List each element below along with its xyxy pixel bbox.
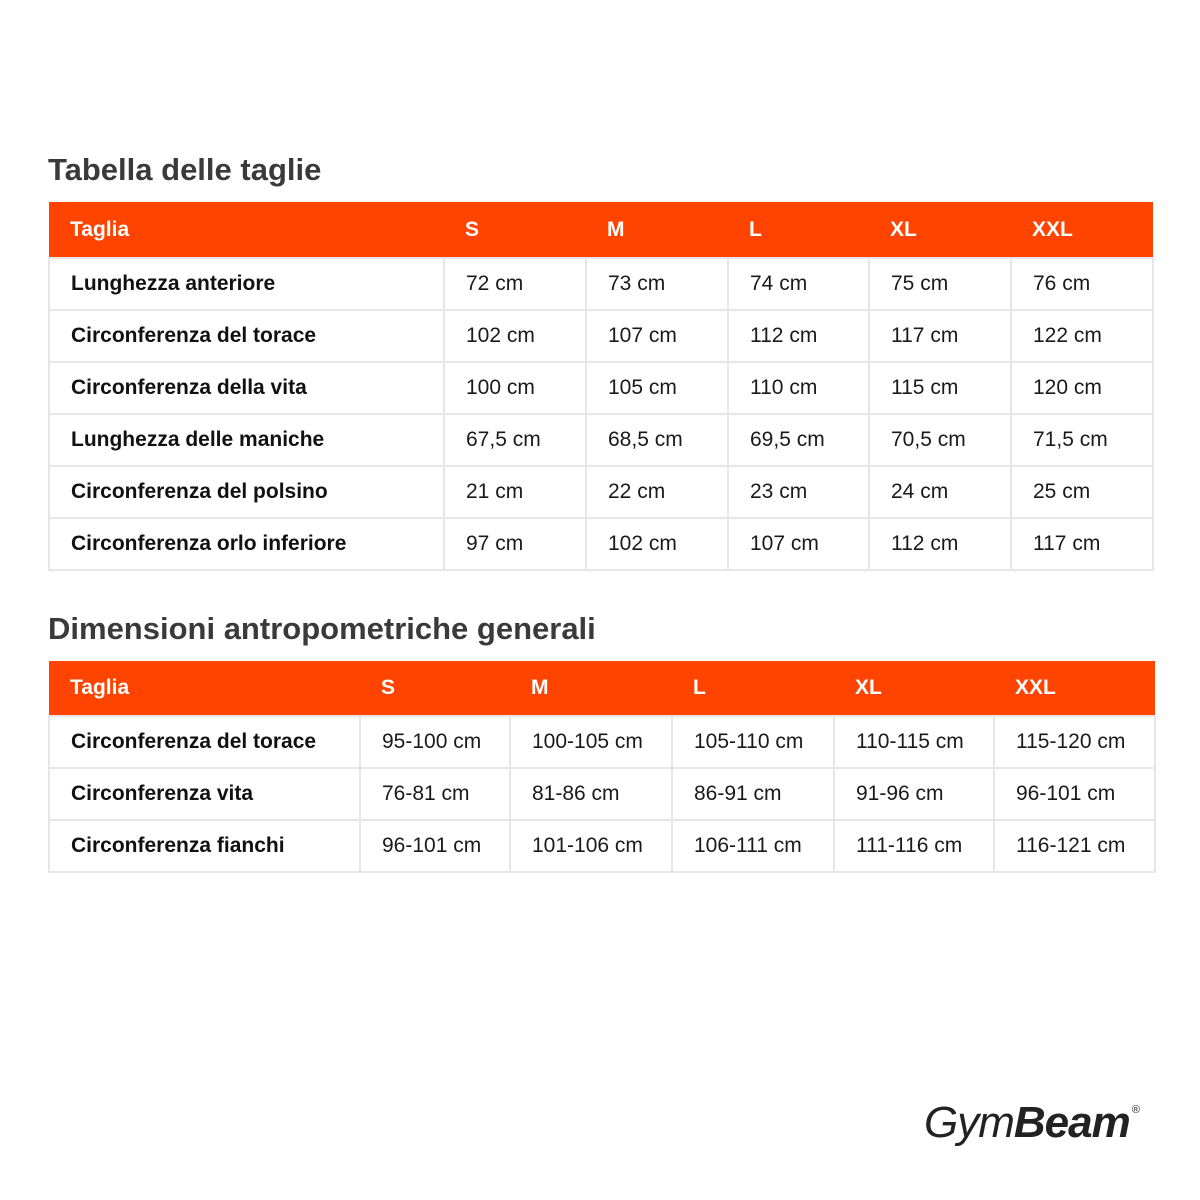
row-label: Circonferenza del polsino bbox=[49, 466, 444, 518]
table-row bbox=[49, 466, 1153, 518]
body-measurements-table bbox=[48, 661, 1156, 873]
table-cell: 97 cm bbox=[444, 518, 586, 570]
table-cell: 96-101 cm bbox=[994, 768, 1155, 820]
table-cell: 105-110 cm bbox=[672, 716, 834, 768]
table-cell: 117 cm bbox=[869, 310, 1011, 362]
table-cell: 105 cm bbox=[586, 362, 728, 414]
row-label: Lunghezza delle maniche bbox=[49, 414, 444, 466]
table-cell: 74 cm bbox=[728, 258, 869, 310]
table-cell: 101-106 cm bbox=[510, 820, 672, 872]
table-cell: 115 cm bbox=[869, 362, 1011, 414]
table-cell: 24 cm bbox=[869, 466, 1011, 518]
table-cell: 112 cm bbox=[869, 518, 1011, 570]
registered-mark: ® bbox=[1131, 1104, 1140, 1116]
header-size-l: L bbox=[672, 661, 834, 716]
row-label: Circonferenza vita bbox=[49, 768, 360, 820]
table-cell: 69,5 cm bbox=[728, 414, 869, 466]
row-label: Circonferenza fianchi bbox=[49, 820, 360, 872]
table-row bbox=[49, 716, 1155, 768]
gymbeam-logo bbox=[924, 1098, 1138, 1158]
table-header-row bbox=[49, 661, 1155, 716]
table-row bbox=[49, 258, 1153, 310]
table-cell: 112 cm bbox=[728, 310, 869, 362]
header-size-s: S bbox=[444, 202, 586, 258]
table-cell: 71,5 cm bbox=[1011, 414, 1153, 466]
table-cell: 110-115 cm bbox=[834, 716, 994, 768]
table-cell: 102 cm bbox=[586, 518, 728, 570]
header-size-m: M bbox=[510, 661, 672, 716]
table-row bbox=[49, 820, 1155, 872]
table-row bbox=[49, 310, 1153, 362]
table-cell: 21 cm bbox=[444, 466, 586, 518]
table-row bbox=[49, 768, 1155, 820]
header-size-label: Taglia bbox=[49, 202, 444, 258]
table-cell: 91-96 cm bbox=[834, 768, 994, 820]
header-size-label: Taglia bbox=[49, 661, 360, 716]
size-chart-table bbox=[48, 202, 1154, 571]
table-cell: 106-111 cm bbox=[672, 820, 834, 872]
table-cell: 67,5 cm bbox=[444, 414, 586, 466]
size-chart-title: Tabella delle taglie bbox=[48, 152, 322, 187]
header-size-l: L bbox=[728, 202, 869, 258]
table-cell: 72 cm bbox=[444, 258, 586, 310]
row-label: Circonferenza del torace bbox=[49, 716, 360, 768]
table-cell: 122 cm bbox=[1011, 310, 1153, 362]
table-cell: 100 cm bbox=[444, 362, 586, 414]
table-cell: 115-120 cm bbox=[994, 716, 1155, 768]
table-cell: 76 cm bbox=[1011, 258, 1153, 310]
table-cell: 107 cm bbox=[586, 310, 728, 362]
table-cell: 102 cm bbox=[444, 310, 586, 362]
body-measurements-title: Dimensioni antropometriche generali bbox=[48, 611, 596, 646]
header-size-xl: XL bbox=[869, 202, 1011, 258]
row-label: Circonferenza della vita bbox=[49, 362, 444, 414]
table-cell: 107 cm bbox=[728, 518, 869, 570]
logo-text-beam: Beam bbox=[1013, 1098, 1130, 1147]
table-cell: 81-86 cm bbox=[510, 768, 672, 820]
table-cell: 95-100 cm bbox=[360, 716, 510, 768]
table-cell: 110 cm bbox=[728, 362, 869, 414]
table-cell: 116-121 cm bbox=[994, 820, 1155, 872]
table-cell: 68,5 cm bbox=[586, 414, 728, 466]
table-cell: 70,5 cm bbox=[869, 414, 1011, 466]
table-cell: 76-81 cm bbox=[360, 768, 510, 820]
header-size-s: S bbox=[360, 661, 510, 716]
table-header-row bbox=[49, 202, 1153, 258]
table-row bbox=[49, 414, 1153, 466]
table-cell: 111-116 cm bbox=[834, 820, 994, 872]
row-label: Lunghezza anteriore bbox=[49, 258, 444, 310]
table-cell: 120 cm bbox=[1011, 362, 1153, 414]
table-cell: 117 cm bbox=[1011, 518, 1153, 570]
row-label: Circonferenza del torace bbox=[49, 310, 444, 362]
table-row bbox=[49, 362, 1153, 414]
table-cell: 86-91 cm bbox=[672, 768, 834, 820]
table-cell: 96-101 cm bbox=[360, 820, 510, 872]
header-size-m: M bbox=[586, 202, 728, 258]
header-size-xxl: XXL bbox=[994, 661, 1155, 716]
row-label: Circonferenza orlo inferiore bbox=[49, 518, 444, 570]
table-cell: 25 cm bbox=[1011, 466, 1153, 518]
table-row bbox=[49, 518, 1153, 570]
table-cell: 100-105 cm bbox=[510, 716, 672, 768]
table-cell: 73 cm bbox=[586, 258, 728, 310]
logo-text-gym: Gym bbox=[924, 1098, 1014, 1147]
table-cell: 23 cm bbox=[728, 466, 869, 518]
header-size-xxl: XXL bbox=[1011, 202, 1153, 258]
table-cell: 22 cm bbox=[586, 466, 728, 518]
header-size-xl: XL bbox=[834, 661, 994, 716]
table-cell: 75 cm bbox=[869, 258, 1011, 310]
